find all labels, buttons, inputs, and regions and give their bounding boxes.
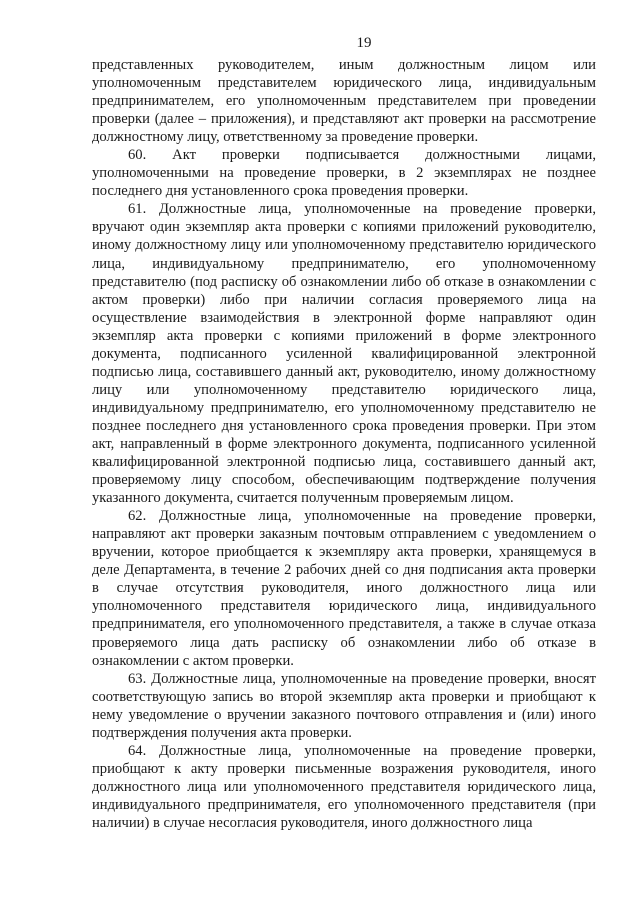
paragraph-60: 60. Акт проверки подписывается должностными лицами, уполномоченными на проведение проверки, в 2 экземплярах не позднее последнего дня установленного срока проведения проверки.: [92, 147, 596, 200]
paragraph-64: 64. Должностные лица, уполномоченные на проведение проверки, приобщают к акту проверки письменные возражения руководителя, иного должностного лица или уполномоченного представителя юридического лица, индивидуального предпринимателя, его уполномоченного представителя (при наличии) в случае несогласия руководителя, иного должностного лица: [92, 742, 596, 831]
paragraph-61: 61. Должностные лица, уполномоченные на проведение проверки, вручают один экземпляр акта проверки с копиями приложений руководителю, иному должностному лицу или уполномоченному представителю юридического лица, индивидуальному предпринимателю, его уполномоченному представителю (под расписку об ознакомлении либо об отказе в ознакомлении с актом проверки) либо при наличии согласия проверяемого лица на осуществление взаимодействия в электронной форме направляют один экземпляр акта проверки с копиями приложений в форме электронного документа, подписанного усиленной квалифицированной электронной подписью лица, составившего данный акт, руководителю, иному должностному лицу или уполномоченному представителю юридического лица, индивидуальному предпринимателю, его уполномоченному представителю не позднее последнего дня установленного срока проведения проверки. При этом акт, направленный в форме электронного документа, подписанного усиленной квалифицированной электронной подписью лица, составившего данный акт, проверяемому лицу способом, обеспечивающим подтверждение получения указанного документа, считается полученным проверяемым лицом.: [92, 201, 596, 507]
paragraph-continuation: представленных руководителем, иным должностным лицом или уполномоченным представителем юридического лица, индивидуальным предпринимателем, его уполномоченным представителем при проведении проверки (далее – приложения), и представляют акт проверки на рассмотрение должностному лицу, ответственному за проведение проверки.: [92, 57, 596, 146]
page-number: 19: [356, 35, 372, 51]
paragraph-62: 62. Должностные лица, уполномоченные на проведение проверки, направляют акт проверки заказным почтовым отправлением с уведомлением о вручении, которое приобщается к экземпляру акта проверки, хранящемуся в деле Департамента, в течение 2 рабочих дней со дня подписания акта проверки в случае отсутствия руководителя, иного должностного лица или уполномоченного представителя юридического лица, индивидуального предпринимателя, его уполномоченного представителя, а также в случае отказа проверяемого лица дать расписку об ознакомлении либо об отказе в ознакомлении с актом проверки.: [92, 508, 596, 669]
paragraph-63: 63. Должностные лица, уполномоченные на проведение проверки, вносят соответствующую запись во второй экземпляр акта проверки и приобщают к нему уведомление о вручении заказного почтового отправления и (или) иного подтверждения получения акта проверки.: [92, 670, 596, 741]
